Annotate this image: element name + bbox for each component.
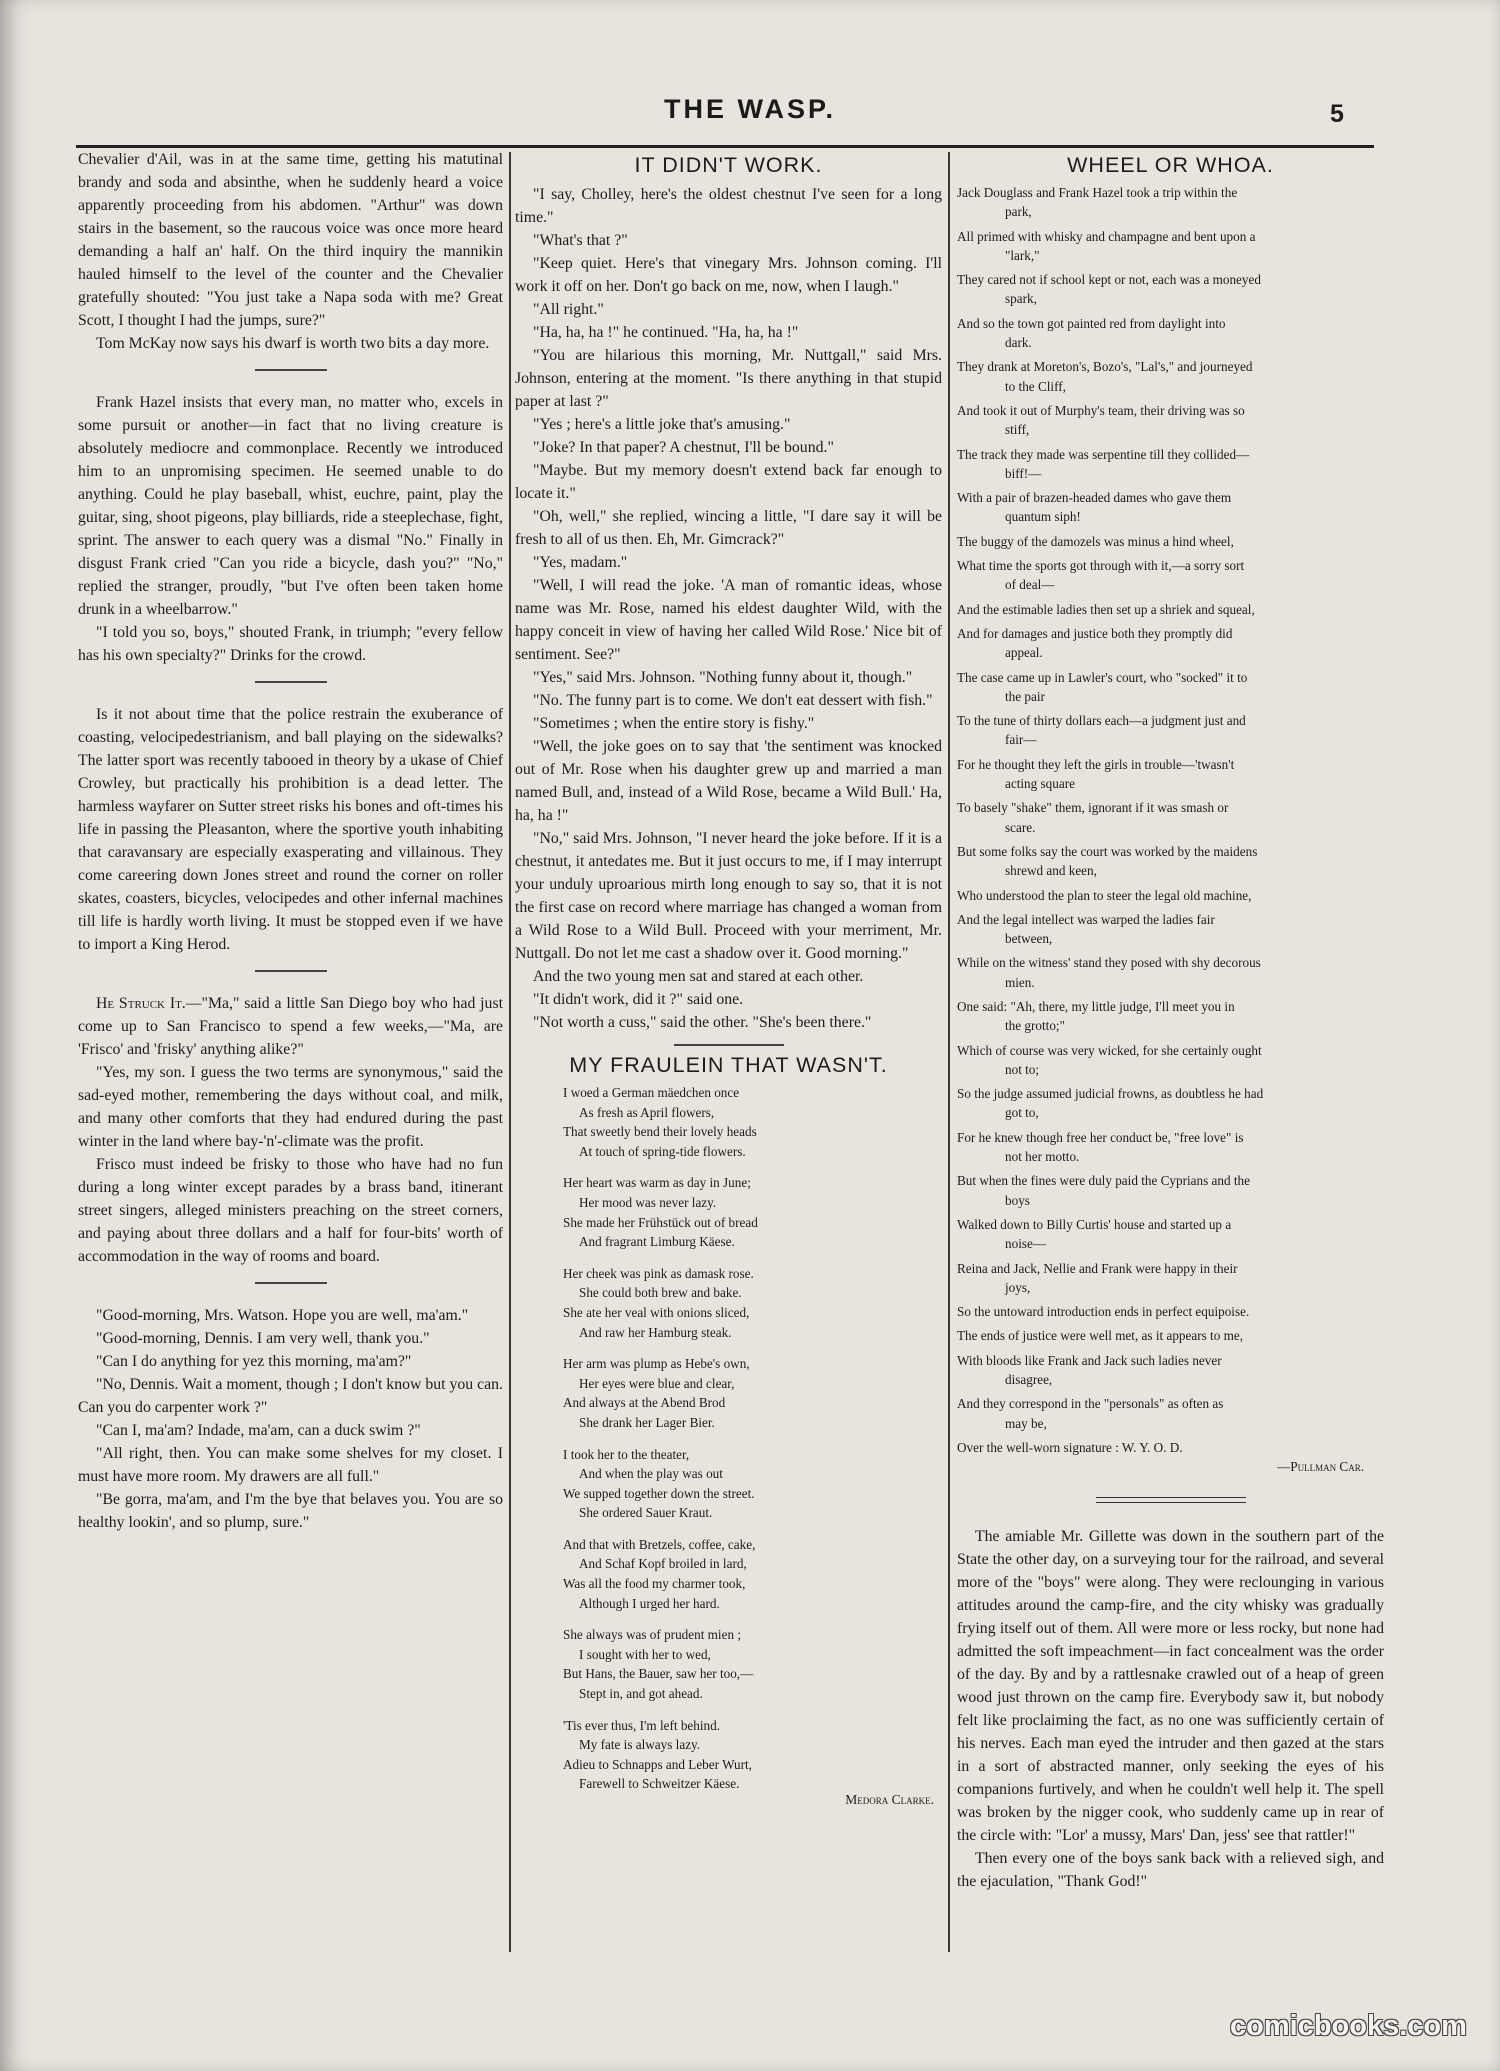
poem-line-continuation: "lark," (1005, 247, 1040, 263)
poem-line: So the judge assumed judicial frowns, as doubtless he had (957, 1086, 1264, 1102)
poem-line: For he thought they left the girls in trouble—'twasn't (957, 756, 1235, 772)
poem-couplet (957, 997, 1384, 1036)
poem-line: I sought with her to wed, (579, 1646, 711, 1662)
separator-rule (255, 369, 327, 371)
poem-line: And always at the Abend Brod (563, 1395, 726, 1411)
paragraph: "Maybe. But my memory doesn't extend back far enough to locate it." (515, 462, 942, 502)
poem-line-continuation: of deal— (1005, 577, 1055, 593)
poem-line: The case came up in Lawler's court, who "socked" it to (957, 669, 1248, 685)
poem-couplet (957, 755, 1384, 794)
poem-couplet (957, 488, 1384, 527)
wheel-poem (957, 183, 1384, 1433)
poem-line: And when the play was out (579, 1466, 723, 1482)
signature-name: —Pullman Car. (1277, 1459, 1364, 1475)
poem-couplet (957, 314, 1384, 353)
paragraph: "No," said Mrs. Johnson, "I never heard the joke before. If it is a chestnut, it antedates me. But it just occurs to me, if I may interrupt your unduly uproarious mirth long enough to say so, that it is not the first case on record where marriage has changed a woman from a Wild Rose to a Wild Bull. Proceed with your merriment, Mr. Nuttgall. Do not let me cast a shadow over it. Good morning." (515, 830, 942, 962)
poem-couplet (957, 357, 1384, 396)
paragraph: "All right." (533, 301, 604, 318)
poem-line-continuation: park, (1005, 204, 1032, 220)
poem-line: Although I urged her hard. (579, 1595, 720, 1611)
poem-line: Was all the food my charmer took, (563, 1576, 746, 1592)
poem-line-continuation: between, (1005, 931, 1053, 947)
poem-line-continuation: noise— (1005, 1236, 1047, 1252)
poem-couplet (957, 953, 1384, 992)
poem-stanza (515, 1264, 942, 1342)
poem-line-continuation: not to; (1005, 1061, 1040, 1077)
poem-line-continuation: disagree, (1005, 1372, 1053, 1388)
paragraph: Tom McKay now says his dwarf is worth two bits a day more. (96, 335, 490, 352)
poem-couplet (957, 1041, 1384, 1080)
poem-line: While on the witness' stand they posed with shy decorous (957, 955, 1261, 971)
paragraph: "Can I do anything for yez this morning, ma'am?" (96, 1353, 412, 1370)
poem-couplet (957, 1215, 1384, 1254)
poem-line-continuation: may be, (1005, 1415, 1047, 1431)
poem-line: Stept in, and got ahead. (579, 1686, 703, 1702)
poem-line: The buggy of the damozels was minus a hind wheel, (957, 533, 1234, 549)
poem-line-continuation: quantum siph! (1005, 509, 1081, 525)
poem-line: She ordered Sauer Kraut. (579, 1505, 713, 1521)
poem-line: Her heart was warm as day in June; (563, 1175, 751, 1191)
item-headline: He Struck It.— (96, 995, 202, 1012)
poem-stanza (515, 1535, 942, 1613)
separator-rule (255, 1282, 327, 1284)
poem-line: What time the sports got through with it,—a sorry sort (957, 558, 1245, 574)
poem-line: And Schaf Kopf broiled in lard, (579, 1556, 747, 1572)
separator-rule (255, 970, 327, 972)
poem-signature: Medora Clarke. (845, 1792, 934, 1807)
poem-couplet (957, 910, 1384, 949)
poem-line: I took her to the theater, (563, 1446, 690, 1462)
poem-line: So the untoward introduction ends in perfect equipoise. (957, 1304, 1250, 1320)
poem-couplet (957, 227, 1384, 266)
poem-line: All primed with whisky and champagne and bent upon a (957, 228, 1256, 244)
poem-line-continuation: shrewd and keen, (1005, 863, 1097, 879)
poem-line: One said: "Ah, there, my little judge, I'll meet you in (957, 998, 1235, 1014)
paragraph: "Can I, ma'am? Indade, ma'am, can a duck swim ?" (96, 1422, 421, 1439)
poem-line: And so the town got painted red from daylight into (957, 315, 1226, 331)
poem-line: With bloods like Frank and Jack such ladies never (957, 1352, 1222, 1368)
poem-couplet (957, 532, 1384, 551)
column-divider (948, 152, 950, 1952)
poem-stanza (515, 1625, 942, 1703)
watermark: comicbooks.com (1230, 2010, 1467, 2042)
poem-line: Walked down to Billy Curtis' house and started up a (957, 1216, 1232, 1232)
poem-couplet (957, 1084, 1384, 1123)
poem-line: With a pair of brazen-headed dames who gave them (957, 490, 1232, 506)
paragraph: "Sometimes ; when the entire story is fishy." (533, 715, 815, 732)
poem-line: My fate is always lazy. (579, 1737, 701, 1753)
paragraph: "Joke? In that paper? A chestnut, I'll be bound." (533, 439, 834, 456)
poem-line: Farewell to Schweitzer Käese. (579, 1776, 740, 1792)
poem-line-continuation: scare. (1005, 819, 1036, 835)
poem-line: As fresh as April flowers, (579, 1104, 715, 1120)
poem-line: We supped together down the street. (563, 1485, 755, 1501)
poem-line: She could both brew and bake. (579, 1285, 742, 1301)
poem-couplet (957, 1128, 1384, 1167)
column-divider (509, 152, 511, 1952)
separator-rule (255, 681, 327, 683)
paragraph: And the two young men sat and stared at each other. (533, 968, 864, 985)
column-left (78, 148, 503, 1963)
separator-rule (674, 1044, 784, 1046)
poem-line: And took it out of Murphy's team, their driving was so (957, 402, 1245, 418)
poem-line: And for damages and justice both they promptly did (957, 625, 1233, 641)
poem-line: Her arm was plump as Hebe's own, (563, 1356, 750, 1372)
article-title: IT DIDN'T WORK. (634, 153, 823, 177)
paragraph: Is it not about time that the police restrain the exuberance of coasting, velocipedestrianism, and ball playing on the sidewalks? The latter sport was recently tabooed in theory by a ukase of Chief Crowley, but practically his prohibition is a dead letter. The harmless wayfarer on Sutter street risks his bones and oft-times his life in passing the Pleasanton, where the sportive youth inhabiting that caravansary are especially exasperating and villainous. They come careering down Jones street and round the corner on roller skates, coasters, bicycles, velocipedes and other infernal machines till life is hardly worth living. It must be stopped even if we have to import a King Herod. (78, 706, 503, 953)
signature-line: Over the well-worn signature : W. Y. O. D. (957, 1439, 1183, 1455)
poem-couplet (957, 556, 1384, 595)
poem-couplet (957, 445, 1384, 484)
poem-stanza (515, 1354, 942, 1432)
poem-couplet (957, 668, 1384, 707)
paragraph: "What's that ?" (533, 232, 628, 249)
poem-line: To the tune of thirty dollars each—a judgment just and (957, 713, 1246, 729)
poem-couplet (957, 624, 1384, 663)
poem-line: But Hans, the Bauer, saw her too,— (563, 1666, 754, 1682)
paragraph: "Ha, ha, ha !" he continued. "Ha, ha, ha !" (533, 324, 799, 341)
poem-couplet (957, 1302, 1384, 1321)
poem-couplet (957, 270, 1384, 309)
poem-line: She ate her veal with onions sliced, (563, 1304, 750, 1320)
paragraph: "Keep quiet. Here's that vinegary Mrs. Johnson coming. I'll work it off on her. Don't go back on me, now, when I laugh." (515, 255, 942, 295)
paragraph: "Be gorra, ma'am, and I'm the bye that belaves you. You are so healthy lookin', and so plump, sure." (78, 1491, 503, 1531)
paragraph-struck-it (78, 992, 503, 1061)
double-rule (1096, 1497, 1246, 1503)
poem (515, 1083, 942, 1810)
poem-couplet (957, 1351, 1384, 1390)
poem-line: But some folks say the court was worked by the maidens (957, 843, 1258, 859)
poem-line: At touch of spring-tide flowers. (579, 1143, 746, 1159)
poem-line-continuation: appeal. (1005, 645, 1043, 661)
poem-line-continuation: biff!— (1005, 465, 1042, 481)
poem-line-continuation: dark. (1005, 335, 1032, 351)
poem-line: Her mood was never lazy. (579, 1194, 717, 1210)
poem-line: Jack Douglass and Frank Hazel took a trip within the (957, 185, 1238, 200)
poem-line-continuation: acting square (1005, 776, 1075, 792)
poem-line: And they correspond in the "personals" as often as (957, 1396, 1224, 1412)
poem-line-continuation: the grotto;" (1005, 1018, 1065, 1034)
poem-line-continuation: joys, (1005, 1279, 1031, 1295)
paragraph: "Good-morning, Dennis. I am very well, thank you." (96, 1330, 430, 1347)
paragraph: Frisco must indeed be frisky to those who have had no fun during a long winter except parades by a brass band, itinerant street singers, alleged ministers preaching on the street corners, and paying about three dollars and a half for four-bits' worth of accommodation in the way of rooms and board. (78, 1156, 503, 1265)
poem-couplet (957, 600, 1384, 619)
poem-couplet (957, 1394, 1384, 1433)
poem-line: The ends of justice were well met, as it appears to me, (957, 1328, 1243, 1344)
poem-line: And that with Bretzels, coffee, cake, (563, 1536, 756, 1552)
poem-line: Reina and Jack, Nellie and Frank were happy in their (957, 1260, 1238, 1276)
paragraph: "Yes, my son. I guess the two terms are synonymous," said the sad-eyed mother, remembering the days without coal, and milk, and many other comforts that they had endured during the past winter in the land where bay-'n'-climate was the profit. (78, 1064, 503, 1150)
column-right (957, 148, 1384, 1963)
poem-line: She always was of prudent mien ; (563, 1627, 741, 1643)
paragraph: "No, Dennis. Wait a moment, though ; I don't know but you can. Can you do carpenter work ?" (78, 1376, 503, 1416)
poem-line: I woed a German mäedchen once (563, 1085, 740, 1100)
poem-line: They drank at Moreton's, Bozo's, "Lal's," and journeyed (957, 359, 1253, 375)
wheel-signature-block (957, 1438, 1384, 1477)
paragraph: Then every one of the boys sank back with a relieved sigh, and the ejaculation, "Thank God!" (957, 1849, 1384, 1890)
paragraph: "You are hilarious this morning, Mr. Nuttgall," said Mrs. Johnson, entering at the moment. "Is there anything in that stupid paper at last ?" (515, 347, 942, 410)
paragraph: "Well, the joke goes on to say that 'the sentiment was knocked out of Mr. Rose when his daughter grew up and married a man named Bull, and, instead of a Wild Rose, became a Wild Bull.' Ha, ha, ha !" (515, 738, 942, 824)
poem-title: MY FRAULEIN THAT WASN'T. (569, 1053, 888, 1077)
poem-stanza (515, 1445, 942, 1523)
poem-line: To basely "shake" them, ignorant if it was smash or (957, 800, 1229, 816)
poem-couplet (957, 798, 1384, 837)
paragraph: The amiable Mr. Gillette was down in the southern part of the State the other day, on a surveying tour for the railroad, and several more of the "boys" were along. They were reclounging in various attitudes around the camp-fire, and the city whisky was gradually frying itself out of them. All were more or less rocky, but none had admitted the soft impeachment—in fact concealment was the order of the day. By and by a rattlesnake crawled out of a heap of green wood just thrown on the camp fire. Everybody saw it, but nobody felt like proclaiming the fact, as no one was sufficiently certain of his nerves. Each man eyed the intruder and then gazed at the stars in a sort of abstracted manner, only seeking the eyes of his companions furtively, and when he couldn't well help it. The spell was broken by the nigger cook, who suddenly came up in rear of the circle with: "Lor' a mussy, Mars' Dan, jess' see that rattler!" (957, 1527, 1384, 1844)
poem-line: And the estimable ladies then set up a shriek and squeal, (957, 601, 1255, 617)
poem-line: They cared not if school kept or not, each was a moneyed (957, 272, 1261, 288)
poem-title: WHEEL OR WHOA. (1067, 153, 1274, 177)
poem-line: Her cheek was pink as damask rose. (563, 1265, 754, 1281)
page-number: 5 (1330, 100, 1344, 128)
paragraph: Chevalier d'Ail, was in at the same time, getting his matutinal brandy and soda and absinthe, when he suddenly heard a voice apparently proceeding from his abdomen. "Arthur" was down stairs in the basement, so the raucous voice was once more heard demanding a half an' half. On the third inquiry the mannikin hauled himself to the level of the counter and the Chevalier gratefully shouted: "You just take a Napa soda with me? Great Scott, I thought I had the jumps, sure?" (78, 151, 503, 329)
paragraph: "It didn't work, did it ?" said one. (533, 991, 744, 1008)
paragraph: "Good-morning, Mrs. Watson. Hope you are well, ma'am." (96, 1307, 469, 1324)
poem-stanza (515, 1083, 942, 1161)
poem-line: 'Tis ever thus, I'm left behind. (563, 1717, 721, 1733)
poem-line: She drank her Lager Bier. (579, 1414, 715, 1430)
poem-couplet (957, 401, 1384, 440)
poem-line-continuation: got to, (1005, 1105, 1039, 1121)
poem-stanza (515, 1716, 942, 1794)
poem-couplet (957, 886, 1384, 905)
paragraph: "All right, then. You can make some shelves for my closet. I must have more room. My drawers are all full." (78, 1445, 503, 1485)
paragraph: Frank Hazel insists that every man, no matter who, excels in some pursuit or another—in fact that no living creature is absolutely mediocre and commonplace. Recently we introduced him to an unpromising specimen. He seemed unable to do anything. Could he play baseball, whist, euchre, paint, play the guitar, sing, shoot pigeons, play billiards, ride a steeplechase, fight, sprint. The answer to each query was a dismal "No." Finally in disgust Frank cried "Can you ride a bicycle, dash you?" "No," replied the stranger, proudly, "but I've often been taken home drunk in a wheelbarrow." (78, 394, 503, 618)
poem-line: Which of course was very wicked, for she certainly ought (957, 1042, 1262, 1058)
poem-line: Adieu to Schnapps and Leber Wurt, (563, 1756, 752, 1772)
poem-line: That sweetly bend their lovely heads (563, 1124, 757, 1140)
poem-line: And the legal intellect was warped the ladies fair (957, 911, 1215, 927)
poem-couplet (957, 711, 1384, 750)
masthead-title: THE WASP. (663, 94, 837, 124)
poem-line: The track they made was serpentine till they collided— (957, 446, 1250, 462)
paragraph: "I told you so, boys," shouted Frank, in triumph; "every fellow has his own specialty?" Drinks for the crowd. (78, 624, 503, 664)
poem-line-continuation: fair— (1005, 732, 1037, 748)
poem-couplet (957, 1171, 1384, 1210)
poem-line-continuation: stiff, (1005, 422, 1030, 438)
column-middle (515, 148, 942, 1963)
poem-couplet (957, 1326, 1384, 1345)
paragraph: "Yes, madam." (533, 554, 628, 571)
poem-line-continuation: boys (1005, 1192, 1030, 1208)
poem-line: She made her Frühstück out of bread (563, 1214, 758, 1230)
poem-line: Her eyes were blue and clear, (579, 1375, 735, 1391)
poem-line-continuation: to the Cliff, (1005, 378, 1066, 394)
poem-line: And raw her Hamburg steak. (579, 1324, 732, 1340)
paragraph: "Not worth a cuss," said the other. "She's been there." (533, 1014, 872, 1031)
poem-line-continuation: mien. (1005, 974, 1035, 990)
poem-line-continuation: spark, (1005, 291, 1037, 307)
poem-line-continuation: not her motto. (1005, 1149, 1080, 1165)
poem-line: But when the fines were duly paid the Cyprians and the (957, 1173, 1250, 1189)
poem-couplet (957, 842, 1384, 881)
paragraph: "Yes," said Mrs. Johnson. "Nothing funny about it, though." (533, 669, 913, 686)
poem-line: Who understood the plan to steer the legal old machine, (957, 887, 1252, 903)
poem-line-continuation: the pair (1005, 688, 1045, 704)
poem-line: And fragrant Limburg Käese. (579, 1234, 735, 1250)
paragraph: "Well, I will read the joke. 'A man of romantic ideas, whose name was Mr. Rose, named his eldest daughter Wild, with the happy conceit in view of having her called Wild Rose.' Nice bit of sentiment. See?" (515, 577, 942, 663)
poem-couplet (957, 183, 1384, 222)
paragraph: "Yes ; here's a little joke that's amusing." (533, 416, 791, 433)
paragraph: "Oh, well," she replied, wincing a little, "I dare say it will be fresh to all of us then. Eh, Mr. Gimcrack?" (515, 508, 942, 548)
paragraph: "No. The funny part is to come. We don't eat dessert with fish." (533, 692, 933, 709)
poem-stanza (515, 1173, 942, 1251)
paragraph-text: "Ma," said a little San Diego boy who had just come up to San Francisco to spend a few weeks,—"Ma, are 'Frisco' and 'frisky' anything alike?" (78, 995, 503, 1058)
poem-couplet (957, 1259, 1384, 1298)
poem-line: For he knew though free her conduct be, "free love" is (957, 1129, 1244, 1145)
paragraph: "I say, Cholley, here's the oldest chestnut I've seen for a long time." (515, 186, 942, 226)
